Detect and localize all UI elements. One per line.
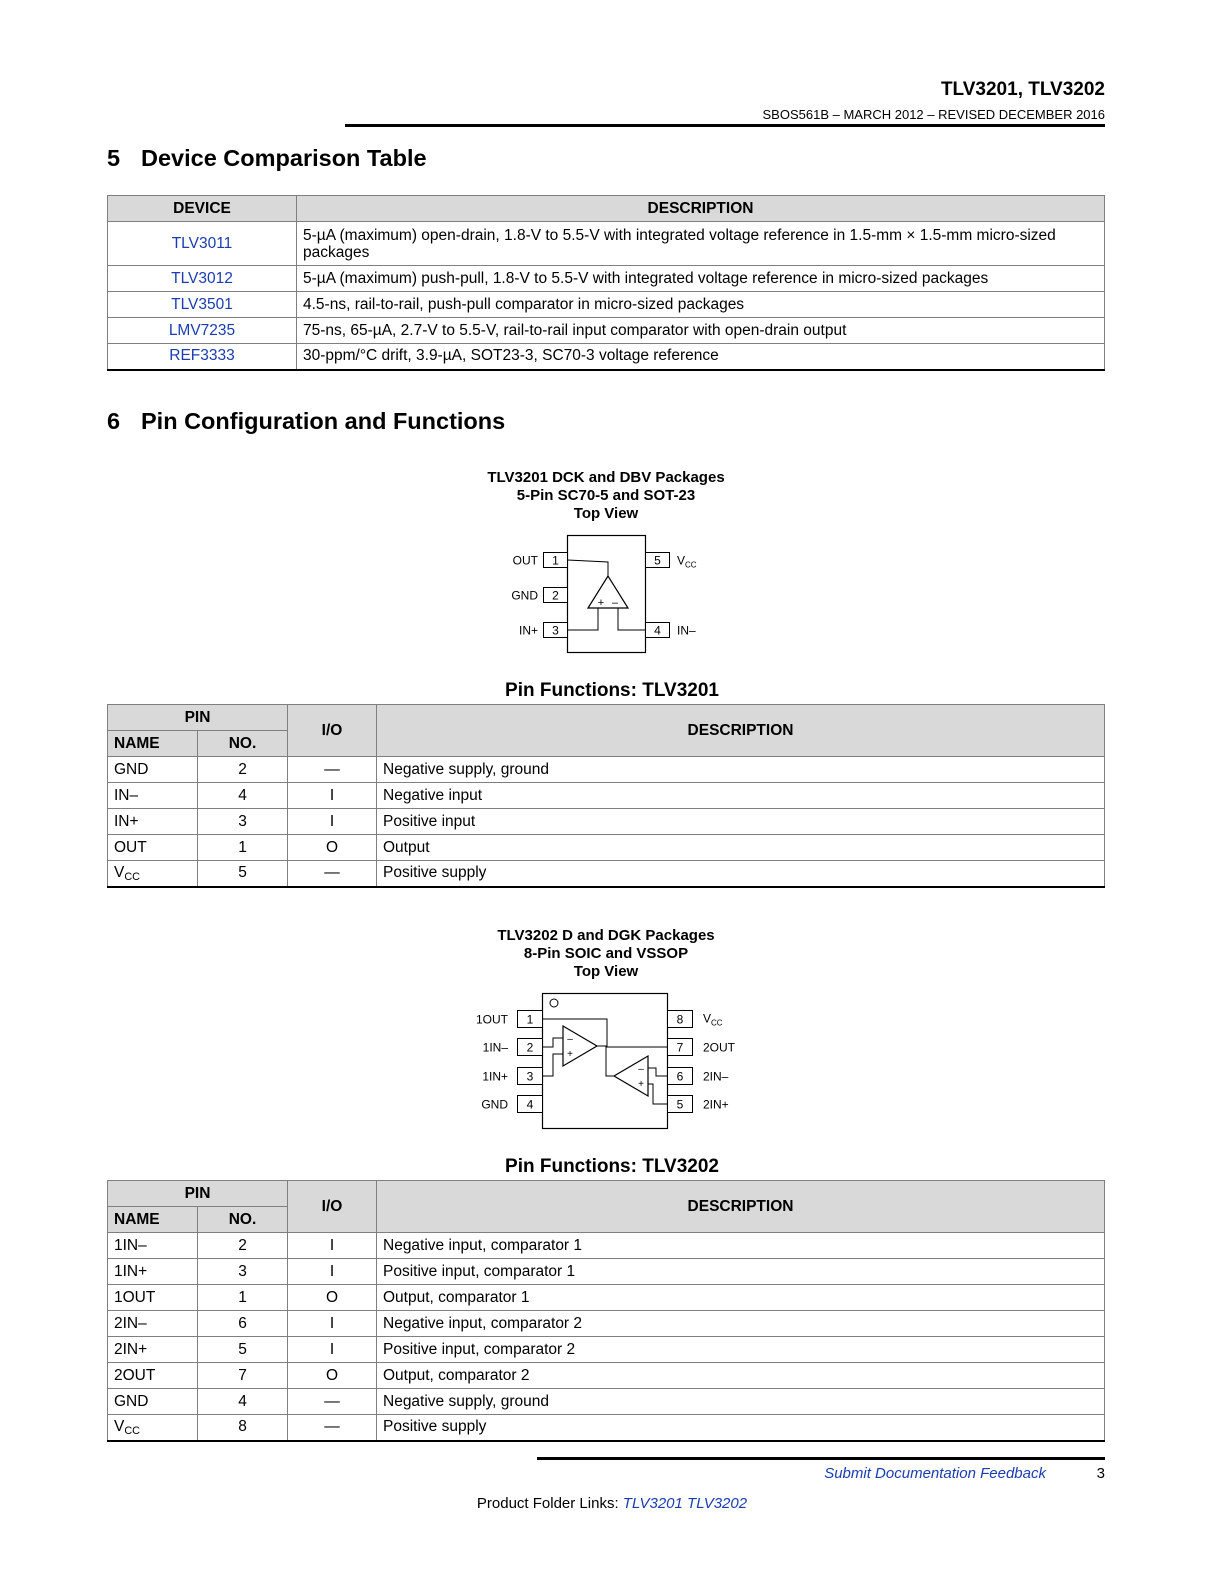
pin-label: OUT [512,553,538,568]
header-revision: SBOS561B – MARCH 2012 – REVISED DECEMBER 2016 [762,107,1105,122]
pin-name-vcc: $V_{CC}$ [108,861,198,887]
submit-feedback-link[interactable]: Submit Documentation Feedback [824,1465,1046,1482]
pin-label: 2IN+ [703,1097,729,1112]
pin-no: 4 [198,1389,288,1415]
table-row [108,1233,1105,1259]
pin-number: 1 [526,1012,534,1027]
pin-no: 3 [198,1259,288,1285]
section-5-title: Device Comparison Table [141,145,427,171]
pin-label-vcc: $V_{CC}$ [677,553,697,570]
pin-label: IN– [677,623,696,638]
table-row [108,1415,1105,1441]
pin-number: 3 [526,1069,534,1084]
device-description: 30-ppm/°C drift, 3.9-µA, SOT23-3, SC70-3 voltage reference [297,344,1105,370]
opamp-symbol [588,576,628,608]
pin-io: — [288,757,377,783]
wire-2in-minus [648,1068,668,1076]
col-description: DESCRIPTION [377,705,1105,757]
col-name: NAME [108,731,198,757]
pin-number: 1 [552,553,559,568]
table-row [108,344,1105,370]
pin-no: 7 [198,1363,288,1389]
table-1-title: Pin Functions: TLV3201 [505,680,719,701]
pin-name-vcc: $V_{CC}$ [108,1415,198,1441]
pin-no: 4 [198,783,288,809]
pin-no: 8 [198,1415,288,1441]
figure-2-title-line: TLV3202 D and DGK Packages [497,927,715,944]
pin-desc: Positive input, comparator 1 [377,1259,1105,1285]
pin-io: O [288,1285,377,1311]
section-6-heading [107,408,505,435]
col-group-pin: PIN [108,1181,288,1207]
device-link-tlv3011[interactable]: TLV3011 [108,222,297,266]
pin-name: GND [108,1389,198,1415]
table-row [108,835,1105,861]
table-row [108,292,1105,318]
pin-desc: Negative input [377,783,1105,809]
pin-io: O [288,1363,377,1389]
pin-number: 7 [676,1040,684,1055]
pin-name: GND [108,757,198,783]
pin-number: 4 [526,1097,534,1112]
pin-number: 2 [552,588,559,603]
pin-name: 1IN– [108,1233,198,1259]
pin-no: 2 [198,1233,288,1259]
opamp-1-minus-sign: – [567,1034,573,1045]
col-no: NO. [198,731,288,757]
pin-io: — [288,1389,377,1415]
pin-io: I [288,809,377,835]
pin-desc: Output, comparator 1 [377,1285,1105,1311]
pin-io: I [288,783,377,809]
pin-label: 1IN– [482,1040,508,1055]
wire-in-plus [568,608,599,630]
pin-no: 3 [198,809,288,835]
table-row [108,1259,1105,1285]
section-5-heading [107,145,427,172]
table-row [108,1285,1105,1311]
table-row [108,861,1105,887]
pin-desc: Negative input, comparator 2 [377,1311,1105,1337]
col-description: DESCRIPTION [297,196,1105,222]
wire-1in-minus [543,1038,564,1047]
table-row [108,1337,1105,1363]
table-row [108,809,1105,835]
pin-io: I [288,1311,377,1337]
pin-io: — [288,861,377,887]
pin-desc: Negative supply, ground [377,757,1105,783]
device-description: 5-µA (maximum) push-pull, 1.8-V to 5.5-V with integrated voltage reference in micro-sized packages [297,266,1105,292]
pin-desc: Positive supply [377,861,1105,887]
wire-2in-plus [648,1084,668,1104]
table-row [108,1363,1105,1389]
pin-io: I [288,1259,377,1285]
device-description: 4.5-ns, rail-to-rail, push-pull comparator in micro-sized packages [297,292,1105,318]
opamp-minus-sign: – [611,597,619,609]
pin-no: 6 [198,1311,288,1337]
figure-2-title-line: Top View [573,963,639,980]
pin-desc: Positive supply [377,1415,1105,1441]
pin-desc: Negative input, comparator 1 [377,1233,1105,1259]
pin-io: O [288,835,377,861]
pin-functions-tlv3201-table [107,704,1105,888]
col-no: NO. [198,1207,288,1233]
package-body [543,994,668,1129]
table-row [108,1389,1105,1415]
pin-name: 1IN+ [108,1259,198,1285]
pin-number: 5 [654,553,661,568]
device-description: 75-ns, 65-µA, 2.7-V to 5.5-V, rail-to-rail input comparator with open-drain output [297,318,1105,344]
opamp-2-symbol [614,1056,648,1096]
pin-no: 5 [198,861,288,887]
pin-name: 2IN+ [108,1337,198,1363]
pin-number: 5 [676,1097,684,1112]
table-row [108,783,1105,809]
wire-in-minus [618,608,646,630]
figure-1-title [0,469,1212,523]
pin-desc: Positive input, comparator 2 [377,1337,1105,1363]
pin-name: IN+ [108,809,198,835]
device-comparison-table [107,195,1105,371]
pin-number: 6 [676,1069,684,1084]
header-rule [345,124,1105,127]
opamp-2-minus-sign: – [638,1064,644,1075]
table-row [108,318,1105,344]
pin-number: 8 [676,1012,684,1027]
col-io: I/O [288,1181,377,1233]
pin-label: 1IN+ [482,1069,508,1084]
pin-label: IN+ [518,623,538,638]
section-5-number: 5 [107,145,121,171]
pin-io: — [288,1415,377,1441]
table-row [108,1311,1105,1337]
figure-1-title-line: Top View [573,505,639,522]
device-link-lmv7235[interactable]: LMV7235 [108,318,297,344]
table-2-title: Pin Functions: TLV3202 [505,1156,719,1177]
page-number: 3 [1096,1465,1105,1482]
pin-number: 3 [552,623,559,638]
section-6-title: Pin Configuration and Functions [141,408,506,434]
col-group-pin: PIN [108,705,288,731]
pin-name: OUT [108,835,198,861]
pin-io: I [288,1337,377,1363]
pin-number: 2 [526,1040,534,1055]
device-link-tlv3012[interactable]: TLV3012 [108,266,297,292]
opamp-2-plus-sign: + [638,1079,644,1090]
pin-desc: Positive input [377,809,1105,835]
pin-name: 1OUT [108,1285,198,1311]
opamp-1-symbol [563,1026,597,1066]
table-row [108,757,1105,783]
pin-desc: Output, comparator 2 [377,1363,1105,1389]
device-link-ref3333[interactable]: REF3333 [108,344,297,370]
pin-1-marker [550,999,558,1007]
product-folder-link-tlv3201[interactable]: TLV3201 [622,1495,683,1512]
wire-out [568,560,609,576]
product-folder-link-tlv3202[interactable]: TLV3202 [687,1495,748,1512]
pin-label: GND [511,588,538,603]
pin-no: 2 [198,757,288,783]
footer-rule [537,1457,1105,1460]
table-row [108,266,1105,292]
pin-name: 2IN– [108,1311,198,1337]
product-folder-links [0,1495,1224,1512]
opamp-plus-sign: + [597,597,605,609]
figure-1-title-line: 5-Pin SC70-5 and SOT-23 [516,487,696,504]
pin-label: 1OUT [475,1012,508,1027]
figure-2-title [0,927,1212,981]
header-part-numbers: TLV3201, TLV3202 [940,79,1105,100]
col-name: NAME [108,1207,198,1233]
pin-number: 4 [654,623,661,638]
pin-no: 1 [198,1285,288,1311]
pin-no: 5 [198,1337,288,1363]
pin-functions-tlv3202-table [107,1180,1105,1442]
device-link-tlv3501[interactable]: TLV3501 [108,292,297,318]
col-io: I/O [288,705,377,757]
col-device: DEVICE [108,196,297,222]
pin-io: I [288,1233,377,1259]
wire-1in-plus [543,1054,564,1076]
pin-label: 2OUT [703,1040,736,1055]
pin-label: 2IN– [703,1069,729,1084]
pin-name: 2OUT [108,1363,198,1389]
tlv3201-pinout-diagram [500,530,720,660]
tlv3202-pinout-diagram [460,988,760,1133]
figure-2-title-line: 8-Pin SOIC and VSSOP [523,945,689,962]
table-row [108,222,1105,266]
pin-no: 1 [198,835,288,861]
pin-desc: Output [377,835,1105,861]
pin-desc: Negative supply, ground [377,1389,1105,1415]
section-6-number: 6 [107,408,121,434]
pin-label: GND [481,1097,508,1112]
figure-1-title-line: TLV3201 DCK and DBV Packages [487,469,725,486]
pin-label-vcc: $V_{CC}$ [703,1011,723,1028]
product-folder-label: Product Folder Links: [476,1495,619,1512]
pin-name: IN– [108,783,198,809]
opamp-1-plus-sign: + [567,1049,573,1060]
col-description: DESCRIPTION [377,1181,1105,1233]
device-description: 5-µA (maximum) open-drain, 1.8-V to 5.5-V with integrated voltage reference in 1.5-mm × 1.5-mm micro-sized packages [297,222,1105,266]
